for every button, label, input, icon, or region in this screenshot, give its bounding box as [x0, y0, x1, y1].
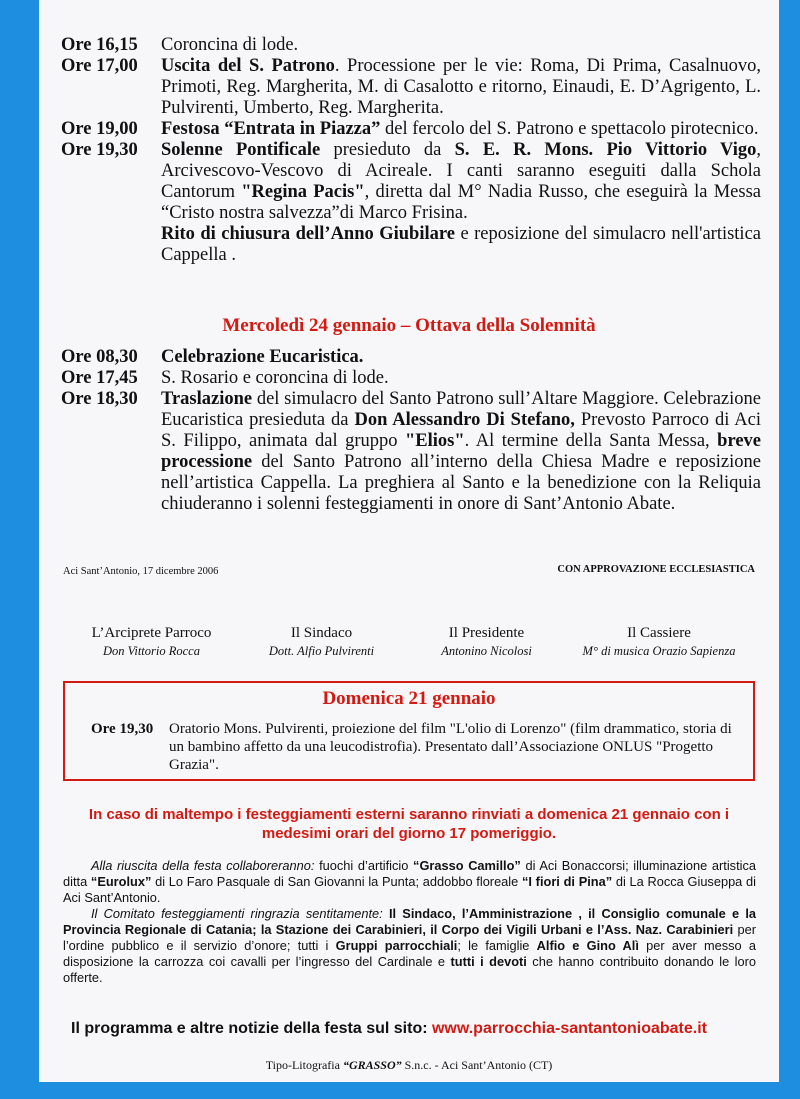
text-run: del simulacro del Santo Patrono sull’Altare Maggiore. Celebrazione Eucaristica presieduta da	[161, 389, 761, 430]
signature-role: L’Arciprete Parroco	[91, 625, 212, 641]
signature-cassiere	[559, 624, 759, 660]
text-run: , diretta dal M° Nadia Russo, che eseguirà la Messa “Cristo nostra salvezza”di Marco Frisina.	[161, 182, 761, 223]
credit-run: di Aci Bonaccorsi; illuminazione artistica ditta	[63, 858, 756, 889]
credit-run: di Lo Faro Pasquale di San Giovanni la Punta; addobbo floreale	[151, 874, 522, 889]
text-run: Prevosto Parroco di Aci S. Filippo, animata dal gruppo	[161, 410, 761, 451]
schedule-description	[161, 119, 761, 140]
credit-run: “Grasso Camillo”	[413, 858, 521, 873]
credit-run: Il Comitato festeggiamenti ringrazia sentitamente:	[91, 906, 383, 921]
schedule-time: Ore 18,30	[61, 389, 138, 409]
text-run: , Arcivescovo-Vescovo di Acireale. I canti saranno eseguiti dalla Schola Cantorum	[161, 140, 761, 202]
credit-run: di La Rocca Giuseppa di Aci Sant’Antonio.	[63, 874, 756, 905]
schedule-octave	[61, 347, 761, 515]
credit-run: Alfio e Gino Alì	[536, 938, 639, 953]
signature-sindaco	[229, 624, 414, 660]
credits-thanks	[63, 906, 756, 986]
description-paragraph	[161, 140, 761, 224]
signature-name: M° di musica Orazio Sapienza	[582, 644, 736, 658]
website-link[interactable]: www.parrocchia-santantonioabate.it	[431, 1020, 707, 1037]
signature-name: Antonino Nicolosi	[441, 644, 532, 658]
weather-notice: In caso di maltempo i festeggiamenti esterni saranno rinviati a domenica 21 gennaio con i medesimi orari del giorno 17 pomeriggio.	[88, 806, 730, 842]
schedule-description	[161, 56, 761, 119]
schedule-description	[161, 140, 761, 266]
text-run: Don Alessandro Di Stefano,	[354, 410, 575, 430]
event-box	[63, 681, 755, 781]
box-text: Oratorio Mons. Pulvirenti, proiezione del film "L'olio di Lorenzo" (film drammatico, storia di un bambino affetto da una leucodistrofia). Presentato dall’Associazione ONLUS "Progetto Grazia".	[169, 721, 732, 773]
text-run: Festosa “Entrata in Piazza”	[161, 119, 381, 139]
text-run: . Processione per le vie: Roma, Di Prima, Casalnuovo, Primoti, Reg. Margherita, M. di Casalotto e ritorno, Einaudi, E. D’Agrigento, L. Pulvirenti, Umberto, Reg. Margherita.	[161, 56, 761, 118]
date-line: Aci Sant’Antonio, 17 dicembre 2006	[63, 566, 219, 577]
section-title: Mercoledì 24 gennaio – Ottava della Solennità	[222, 315, 596, 336]
program-page	[39, 0, 779, 1082]
signature-presidente	[394, 624, 579, 660]
text-run: . Al termine della Santa Messa,	[464, 431, 718, 451]
text-run: Coroncina di lode.	[161, 35, 299, 55]
schedule-description	[161, 35, 761, 56]
signature-role: Il Cassiere	[627, 625, 691, 641]
credit-run: Il Sindaco, l’Amministrazione , il Consiglio comunale e la Provincia Regionale di Catania; la Stazione dei Carabinieri, il Corpo dei Vigili Urbani e l’Ass. Naz. Carabinieri	[63, 906, 756, 937]
description-paragraph	[161, 56, 761, 119]
printer-suffix: S.n.c. - Aci Sant’Antonio (CT)	[401, 1058, 553, 1072]
schedule-time: Ore 17,45	[61, 368, 138, 388]
schedule-row	[61, 140, 761, 266]
text-run: e reposizione del simulacro nell'artistica Cappella .	[161, 224, 761, 265]
schedule-time: Ore 19,00	[61, 119, 138, 139]
text-run: Traslazione	[161, 389, 253, 409]
credit-run: Alla riuscita della festa collaboreranno:	[91, 858, 315, 873]
box-time: Ore 19,30	[91, 721, 154, 737]
signature-name: Dott. Alfio Pulvirenti	[268, 644, 375, 658]
schedule-evening	[61, 35, 761, 266]
credit-run: Gruppi parrocchiali	[335, 938, 458, 953]
signature-parroco	[59, 624, 244, 660]
credit-run: tutti i devoti	[450, 954, 527, 969]
signature-name: Don Vittorio Rocca	[103, 644, 200, 658]
schedule-row	[61, 368, 761, 389]
text-run: S. E. R. Mons. Pio Vittorio Vigo	[454, 140, 757, 160]
credit-run: per l’ordine pubblico e il servizio d’onore; tutti i	[63, 922, 756, 953]
schedule-time: Ore 17,00	[61, 56, 138, 76]
schedule-row	[61, 347, 761, 368]
text-run: S. Rosario e coroncina di lode.	[161, 368, 389, 388]
schedule-description	[161, 389, 761, 515]
box-title: Domenica 21 gennaio	[322, 688, 496, 709]
credit-run: fuochi d’artificio	[314, 858, 414, 873]
website-label: Il programma e altre notizie della festa sul sito:	[71, 1020, 432, 1037]
schedule-description	[161, 368, 761, 389]
schedule-description	[161, 347, 761, 368]
description-paragraph	[161, 35, 761, 56]
description-paragraph	[161, 119, 761, 140]
printer-name: “GRASSO”	[342, 1058, 402, 1072]
box-row	[91, 720, 735, 774]
credit-run: ; le famiglie	[457, 938, 537, 953]
text-run: del Santo Patrono all’interno della Chiesa Madre e reposizione nell’artistica Cappella. La preghiera al Santo e la benedizione con la Reliquia chiuderanno i solenni festeggiamenti in onore di Sant’Antonio Abate.	[161, 452, 761, 514]
credit-run: che hanno contribuito donando le loro offerte.	[63, 954, 756, 985]
text-run: Rito di chiusura dell’Anno Giubilare	[161, 224, 455, 244]
description-paragraph	[161, 389, 761, 515]
credit-run: “I fiori di Pina”	[522, 874, 613, 889]
description-paragraph	[161, 368, 761, 389]
schedule-time: Ore 08,30	[61, 347, 138, 367]
signature-role: Il Presidente	[448, 625, 525, 641]
schedule-row	[61, 35, 761, 56]
credit-run: per aver messo a disposizione la carrozza coi cavalli per l’ingresso del Cardinale e	[63, 938, 757, 969]
schedule-row	[61, 119, 761, 140]
credit-run: “Eurolux”	[90, 874, 152, 889]
credits-collaborators	[63, 858, 756, 906]
schedule-row	[61, 56, 761, 119]
description-paragraph	[161, 224, 761, 266]
schedule-row	[61, 389, 761, 515]
text-run: "Elios"	[405, 431, 465, 451]
description-paragraph	[161, 347, 761, 368]
schedule-time: Ore 19,30	[61, 140, 138, 160]
text-run: del fercolo del S. Patrono e spettacolo pirotecnico.	[380, 119, 759, 139]
text-run: Celebrazione Eucaristica.	[161, 347, 364, 367]
approval-note: CON APPROVAZIONE ECCLESIASTICA	[557, 564, 755, 575]
printer-line	[39, 1058, 779, 1073]
printer-prefix: Tipo-Litografia	[265, 1058, 343, 1072]
text-run: breve processione	[161, 431, 762, 472]
schedule-time: Ore 16,15	[61, 35, 138, 55]
text-run: Solenne Pontificale	[161, 140, 321, 160]
text-run: Uscita del S. Patrono	[161, 56, 335, 76]
text-run: presieduto da	[320, 140, 455, 160]
signature-role: Il Sindaco	[290, 625, 353, 641]
website-line	[71, 1020, 707, 1038]
credits	[63, 858, 756, 986]
text-run: "Regina Pacis"	[241, 182, 365, 202]
